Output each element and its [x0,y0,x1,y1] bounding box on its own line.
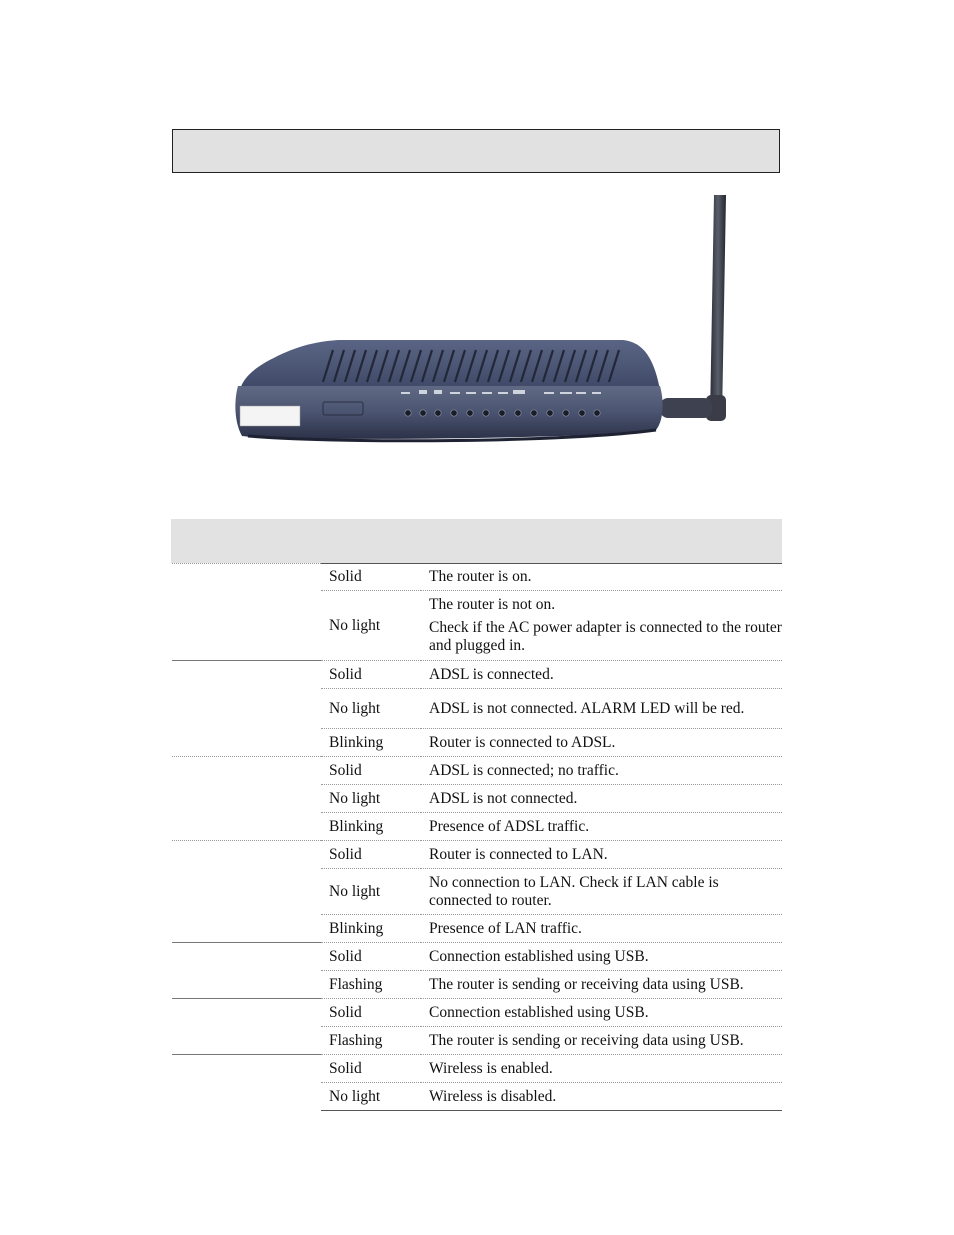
table-row [172,757,782,785]
led-description-cell [421,689,782,729]
led-description-cell [421,785,782,813]
led-table-body [172,564,782,1111]
router-photo [228,190,738,450]
led-state-cell: Blinking [321,729,421,757]
led-state-cell: Solid [321,943,421,971]
led-description-cell [421,869,782,915]
led-state-cell: Solid [321,841,421,869]
table-row [172,841,782,869]
led-description-cell [421,915,782,943]
section-header-box [172,129,780,173]
description-text: The router is sending or receiving data using USB. [429,975,744,993]
led-state-cell: Blinking [321,813,421,841]
led-description-cell [421,1055,782,1083]
led-name-cell [172,661,321,757]
description-text: Router is connected to LAN. [429,845,608,863]
led-state-cell: No light [321,1083,421,1111]
led-state-cell: Flashing [321,1027,421,1055]
led-description-cell [421,841,782,869]
table-row [172,943,782,971]
led-description-cell [421,813,782,841]
led-description-cell [421,999,782,1027]
table-header-bar [171,519,782,563]
led-name-cell [172,1055,321,1111]
led-state-cell: Blinking [321,915,421,943]
table-row [172,1055,782,1083]
led-state-cell: No light [321,785,421,813]
led-description-cell [421,729,782,757]
led-state-cell: Solid [321,1055,421,1083]
led-state-cell: No light [321,869,421,915]
description-text: Router is connected to ADSL. [429,733,616,751]
led-status-table [172,563,782,1111]
description-text: The router is sending or receiving data using USB. [429,1031,744,1049]
description-text: Presence of ADSL traffic. [429,817,590,835]
description-text: Wireless is enabled. [429,1059,553,1077]
led-state-cell: Solid [321,564,421,591]
led-description-cell [421,1027,782,1055]
description-text: No connection to LAN. Check if LAN cable is connected to router. [429,873,719,909]
description-text: Check if the AC power adapter is connected to the router and plugged in. [429,619,782,654]
led-description-cell [421,564,782,591]
led-name-cell [172,564,321,661]
description-text: ADSL is not connected. ALARM LED will be red. [429,699,745,717]
description-text: The router is not on. [429,596,556,613]
description-text: Presence of LAN traffic. [429,919,582,937]
description-text: ADSL is connected; no traffic. [429,761,619,779]
led-state-cell: Flashing [321,971,421,999]
description-text: The router is on. [429,568,532,585]
led-state-cell: No light [321,591,421,661]
led-description-cell [421,661,782,689]
table-row [172,564,782,591]
description-text: Connection established using USB. [429,947,649,965]
led-state-cell: Solid [321,757,421,785]
led-state-cell: No light [321,689,421,729]
led-description-cell [421,1083,782,1111]
table-row [172,661,782,689]
description-text: ADSL is not connected. [429,789,578,807]
led-description-cell [421,943,782,971]
table-row [172,999,782,1027]
description-text: Connection established using USB. [429,1003,649,1021]
led-name-cell [172,943,321,999]
led-description-cell [421,971,782,999]
led-description-cell [421,757,782,785]
description-text: ADSL is connected. [429,665,554,683]
led-name-cell [172,841,321,943]
led-state-cell: Solid [321,661,421,689]
description-text: Wireless is disabled. [429,1087,557,1105]
led-table [172,563,782,1111]
led-state-cell: Solid [321,999,421,1027]
led-name-cell [172,999,321,1055]
led-name-cell [172,757,321,841]
led-description-cell [421,591,782,661]
